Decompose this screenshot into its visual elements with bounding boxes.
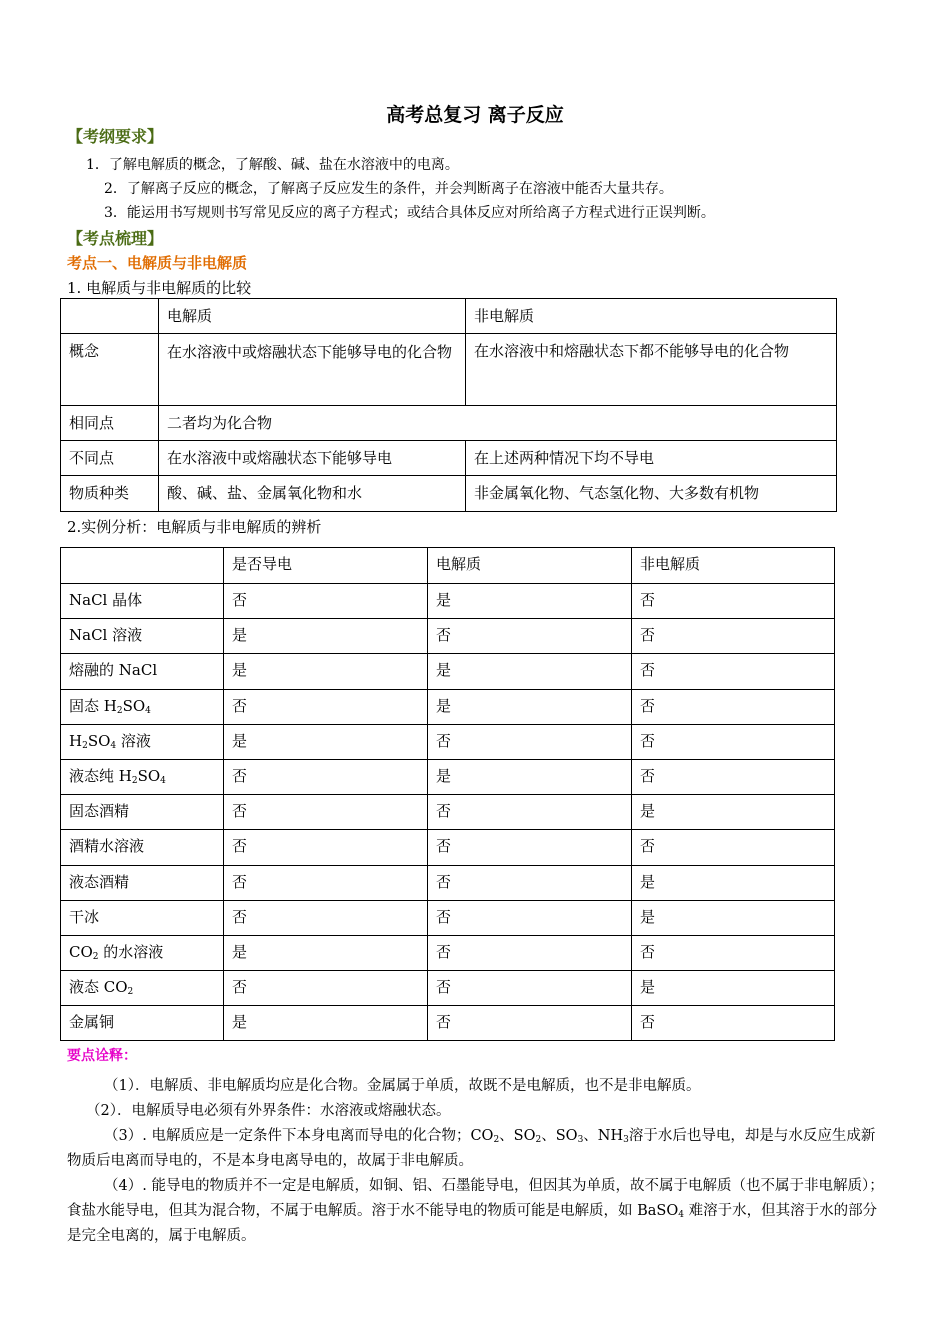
table-cell: 否 (632, 654, 835, 689)
table-cell: 固态 $H_2SO_4$ (61, 689, 224, 724)
table-cell: 否 (632, 935, 835, 970)
note-item: （4）. 能导电的物质并不一定是电解质，如铜、铝、石墨能导电，但因其为单质，故不属于电解质（也不属于非电解质）；食盐水能导电，但其为混合物，不属于电解质。溶于水不能导电的物质可能是电解质，如 BaSO$_4$ 难溶于水，但其溶于水的部分是完全电离的，属于电解质。 (67, 1178, 884, 1244)
table-cell: 否 (224, 900, 428, 935)
table-row (61, 759, 835, 794)
table-cell: $H_2SO_4$ 溶液 (61, 724, 224, 759)
table-cell: 否 (428, 935, 632, 970)
table-cell: 否 (224, 830, 428, 865)
table-cell: 非电解质 (466, 299, 837, 334)
table-cell: 否 (428, 795, 632, 830)
table-cell: 否 (224, 584, 428, 619)
table-cell: 酒精水溶液 (61, 830, 224, 865)
table-cell: 非电解质 (632, 548, 835, 584)
table-cell: 干冰 (61, 900, 224, 935)
table-cell: 不同点 (61, 441, 159, 476)
table1-caption: 1. 电解质与非电解质的比较 (67, 279, 252, 297)
note-item: （1）．电解质、非电解质均应是化合物。金属属于单质，故既不是电解质，也不是非电解质。 (104, 1078, 701, 1094)
table-cell: 是 (632, 900, 835, 935)
table-cell: 是 (632, 971, 835, 1006)
requirement-item: 1．了解电解质的概念，了解酸、碱、盐在水溶液中的电离。 (86, 157, 459, 173)
table-cell: 液态纯 $H_2SO_4$ (61, 759, 224, 794)
table-cell: 熔融的 NaCl (61, 654, 224, 689)
table-cell: NaCl 晶体 (61, 584, 224, 619)
table-row (61, 865, 835, 900)
note-item: （3）. 电解质应是一定条件下本身电离而导电的化合物；$CO_2$、$SO_2$、$SO_3$、$NH_3$溶于水后也导电，却是与水反应生成新物质后电离而导电的，不是本身电离导电的，故属于非电解质。 (67, 1128, 876, 1169)
table-row (61, 935, 835, 970)
table-row (61, 1006, 835, 1041)
point-title: 考点一、电解质与非电解质 (67, 254, 248, 272)
table-row (61, 654, 835, 689)
table-row (61, 334, 837, 406)
table-row (61, 724, 835, 759)
table-cell: 是 (224, 935, 428, 970)
table-cell: 否 (428, 971, 632, 1006)
table-cell: 在水溶液中或熔融状态下能够导电 (159, 441, 466, 476)
table-cell: 否 (632, 724, 835, 759)
page-title: 高考总复习 离子反应 (386, 104, 564, 126)
table-row (61, 830, 835, 865)
table-row (61, 476, 837, 512)
table-cell: 否 (428, 900, 632, 935)
table-cell (61, 548, 224, 584)
table-cell: 是否导电 (224, 548, 428, 584)
section-heading-key-points: 【考点梳理】 (67, 229, 164, 248)
table-cell: 液态 $CO_2$ (61, 971, 224, 1006)
requirement-item: 3．能运用书写规则书写常见反应的离子方程式；或结合具体反应对所给离子方程式进行正误判断。 (104, 205, 715, 221)
notes-heading: 要点诠释： (67, 1048, 137, 1064)
table2-caption: 2.实例分析：电解质与非电解质的辨析 (67, 518, 322, 536)
table-row (61, 584, 835, 619)
table-cell: NaCl 溶液 (61, 619, 224, 654)
table-cell: 否 (632, 619, 835, 654)
table-cell: 二者均为化合物 (159, 406, 837, 441)
table-row (61, 619, 835, 654)
table-cell: 是 (428, 584, 632, 619)
table-cell: 否 (428, 830, 632, 865)
note-item: （2）．电解质导电必须有外界条件：水溶液或熔融状态。 (86, 1103, 451, 1119)
table-cell: 物质种类 (61, 476, 159, 512)
table-cell: 电解质 (159, 299, 466, 334)
table-cell: 否 (428, 724, 632, 759)
table-cell: 是 (632, 795, 835, 830)
table-cell: 电解质 (428, 548, 632, 584)
table-row (61, 406, 837, 441)
table-row (61, 441, 837, 476)
table-cell: 是 (224, 654, 428, 689)
table-cell: 相同点 (61, 406, 159, 441)
table-cell: 否 (224, 795, 428, 830)
table-cell: 否 (428, 865, 632, 900)
table-cell: 是 (632, 865, 835, 900)
example-analysis-table (60, 547, 835, 1041)
table-cell: 否 (224, 971, 428, 1006)
table-cell: 是 (428, 759, 632, 794)
table-cell: 在水溶液中和熔融状态下都不能够导电的化合物 (466, 334, 837, 406)
table-cell: 否 (632, 830, 835, 865)
table-cell: 固态酒精 (61, 795, 224, 830)
table-row (61, 900, 835, 935)
table-cell: 否 (632, 759, 835, 794)
comparison-table (60, 298, 837, 512)
table-row (61, 795, 835, 830)
table-cell: 金属铜 (61, 1006, 224, 1041)
table-row (61, 971, 835, 1006)
table-cell: 是 (224, 724, 428, 759)
table-header-row (61, 299, 837, 334)
table-cell: 否 (224, 865, 428, 900)
requirement-item: 2．了解离子反应的概念，了解离子反应发生的条件，并会判断离子在溶液中能否大量共存。 (104, 181, 673, 197)
table-cell: 否 (632, 689, 835, 724)
section-heading-requirements: 【考纲要求】 (67, 127, 164, 146)
table-cell: 是 (224, 619, 428, 654)
table-cell: 概念 (61, 334, 159, 406)
table-cell: 否 (428, 1006, 632, 1041)
table-cell (61, 299, 159, 334)
table-cell: $CO_2$ 的水溶液 (61, 935, 224, 970)
table-cell: 否 (224, 689, 428, 724)
table-cell: 液态酒精 (61, 865, 224, 900)
table-cell: 否 (632, 1006, 835, 1041)
table-cell: 是 (428, 654, 632, 689)
table-row (61, 689, 835, 724)
table-cell: 酸、碱、盐、金属氧化物和水 (159, 476, 466, 512)
table-cell: 否 (428, 619, 632, 654)
table-cell: 在水溶液中或熔融状态下能够导电的化合物 (159, 334, 466, 406)
table-cell: 非金属氧化物、气态氢化物、大多数有机物 (466, 476, 837, 512)
table-cell: 否 (632, 584, 835, 619)
table-cell: 是 (428, 689, 632, 724)
table-header-row (61, 548, 835, 584)
table-cell: 在上述两种情况下均不导电 (466, 441, 837, 476)
table-cell: 是 (224, 1006, 428, 1041)
table-cell: 否 (224, 759, 428, 794)
